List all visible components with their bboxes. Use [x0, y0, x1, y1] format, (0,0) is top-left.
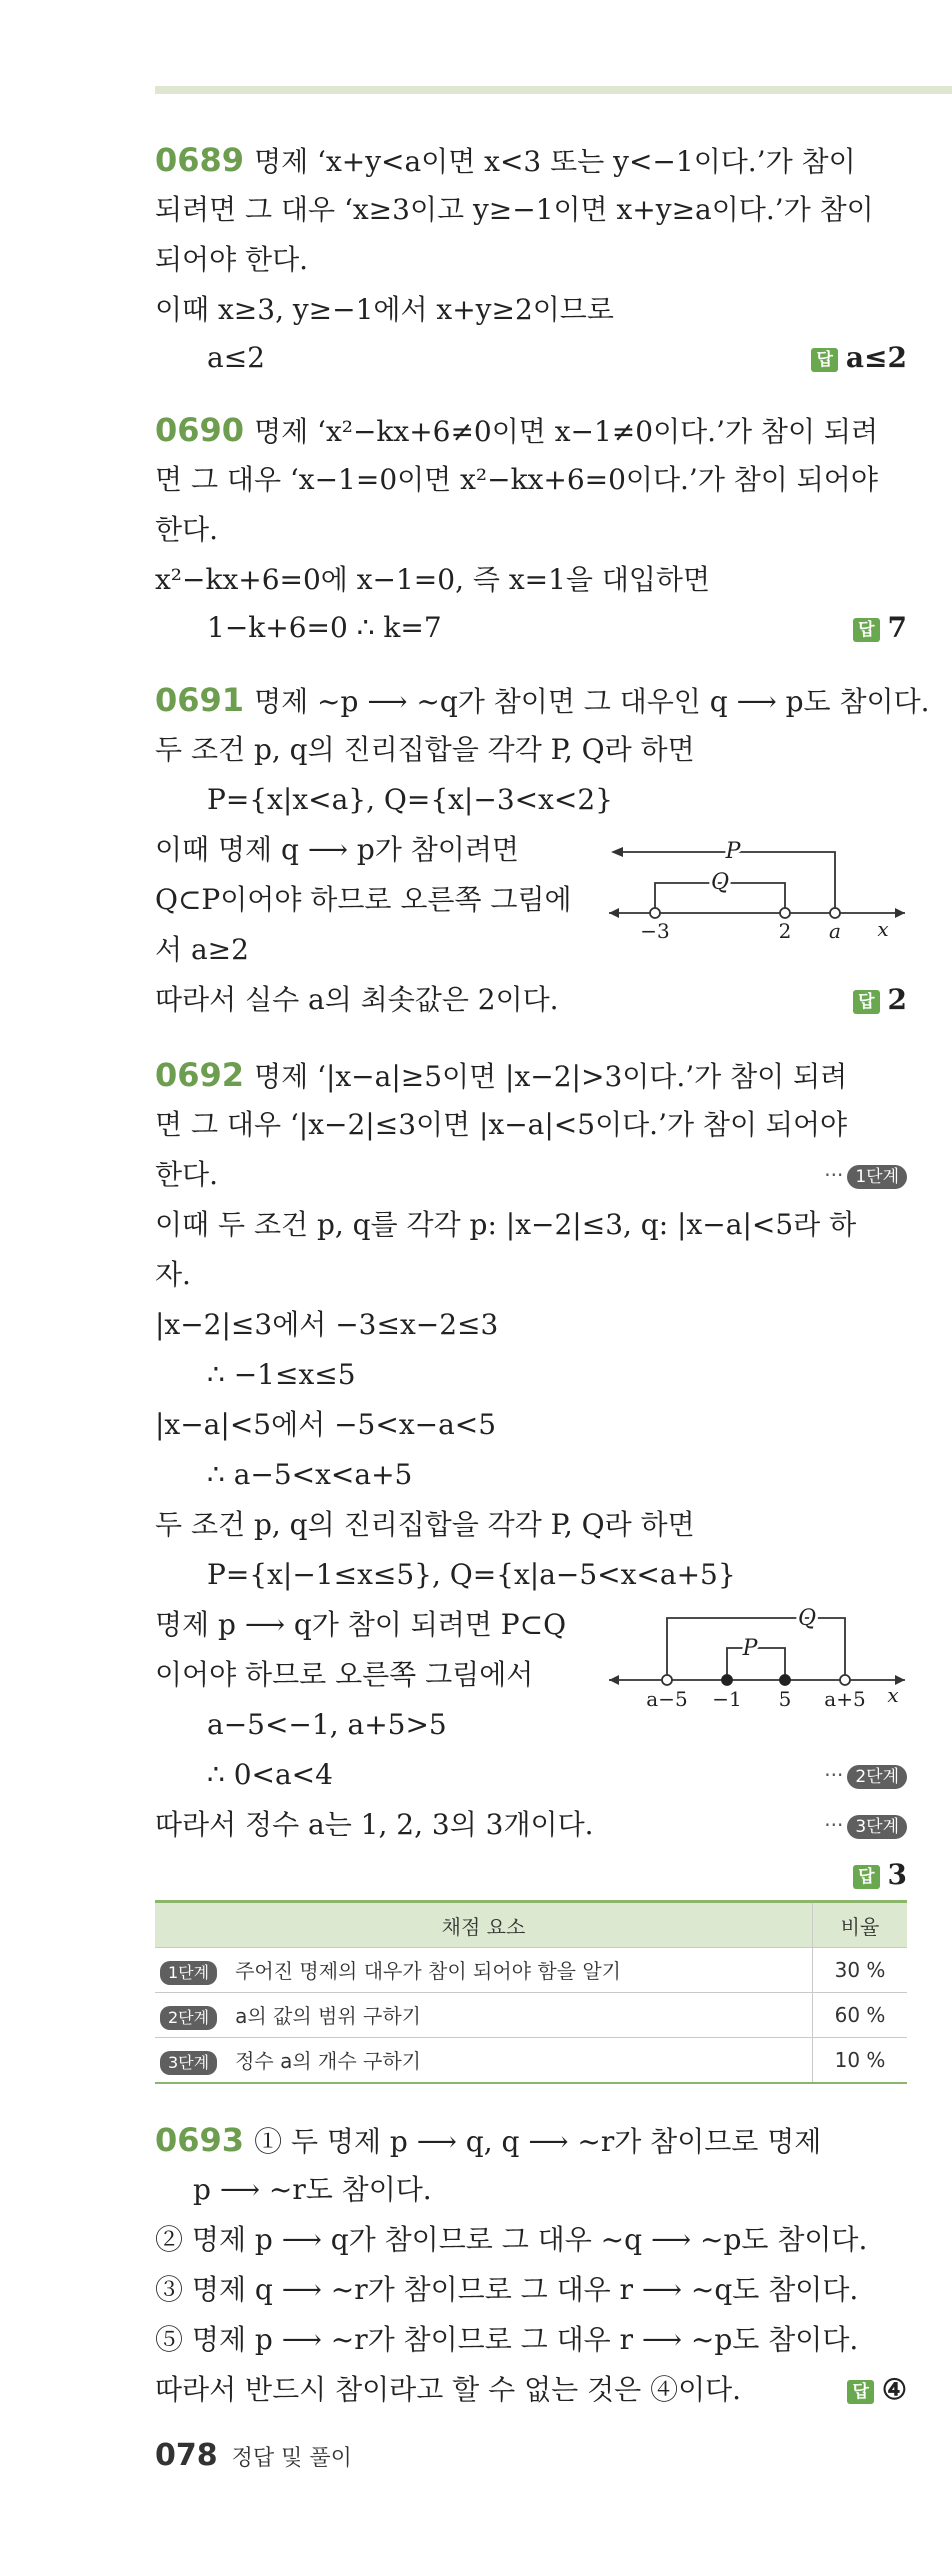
page-section-label: 정답 및 풀이 — [231, 2446, 352, 2471]
solution-line: ⑤ 명제 p ⟶ ~r가 참이므로 그 대우 r ⟶ ~p도 참이다. — [155, 2323, 859, 2356]
solution-line: ③ 명제 q ⟶ ~r가 참이므로 그 대우 r ⟶ ~q도 참이다. — [155, 2273, 859, 2306]
row-ratio: 10 % — [813, 2038, 908, 2084]
open-point — [840, 1675, 850, 1685]
solution-line: ∴ −1≤x≤5 — [207, 1358, 356, 1391]
problem-0691 — [155, 680, 930, 1030]
solution-line: Q⊂P이어야 하므로 오른쪽 그림에 — [155, 883, 572, 916]
step-badge: 2단계 — [847, 1765, 907, 1789]
solution-line: 따라서 정수 a는 1, 2, 3의 3개이다. — [155, 1808, 594, 1841]
page-footer — [155, 2438, 352, 2473]
table-header-row — [155, 1902, 907, 1948]
open-point — [830, 908, 840, 918]
answer-badge: 답 — [847, 2380, 873, 2404]
axis-arrow-left — [609, 1675, 619, 1685]
tick-label: 5 — [778, 1687, 792, 1711]
solution-line: |x−2|≤3에서 −3≤x−2≤3 — [155, 1308, 499, 1341]
step-marker: ··· 1단계 — [824, 1155, 907, 1195]
answer — [853, 608, 907, 648]
solution-line: 면 그 대우 ‘|x−2|≤3이면 |x−a|<5이다.’가 참이 되어야 — [155, 1108, 848, 1141]
tick-label: 2 — [778, 919, 792, 940]
solution-line: p ⟶ ~r도 참이다. — [193, 2173, 432, 2206]
answer-value: a≤2 — [845, 341, 907, 374]
axis-label: x — [877, 917, 889, 940]
tick-label: a — [829, 919, 841, 940]
solution-line: ① 두 명제 p ⟶ q, q ⟶ ~r가 참이므로 명제 — [254, 2125, 822, 2158]
solution-line: P={x|x<a}, Q={x|−3<x<2} — [207, 783, 613, 816]
open-point — [650, 908, 660, 918]
solution-line: 두 조건 p, q의 진리집합을 각각 P, Q라 하면 — [155, 733, 695, 766]
solution-line: ∴ a−5<x<a+5 — [207, 1458, 413, 1491]
table-row — [155, 1993, 907, 2038]
row-ratio: 60 % — [813, 1993, 908, 2038]
answer — [811, 338, 907, 378]
page-number: 078 — [155, 2438, 218, 2473]
closed-point — [780, 1675, 790, 1685]
open-point — [780, 908, 790, 918]
row-description: 정수 a의 개수 구하기 — [235, 2049, 421, 2073]
solution-line: 이때 명제 q ⟶ p가 참이려면 — [155, 833, 519, 866]
table-header: 비율 — [813, 1902, 908, 1948]
open-point — [662, 1675, 672, 1685]
label-P: P — [725, 839, 741, 864]
problem-0692 — [155, 1055, 907, 1891]
step-badge: 1단계 — [847, 1165, 907, 1189]
answer-value: 2 — [887, 983, 907, 1016]
step-marker: ··· 3단계 — [824, 1805, 907, 1845]
table-header: 채점 요소 — [155, 1902, 813, 1948]
answer — [847, 2370, 907, 2410]
answer-badge: 답 — [853, 990, 879, 1014]
closed-point — [722, 1675, 732, 1685]
answer-badge: 답 — [853, 1865, 879, 1889]
step-marker: ··· 2단계 — [824, 1755, 907, 1795]
answer-value: 7 — [887, 611, 907, 644]
top-rule — [155, 86, 952, 94]
solution-line: 한다. — [155, 1158, 218, 1191]
solution-line: P={x|−1≤x≤5}, Q={x|a−5<x<a+5} — [207, 1558, 736, 1591]
solution-line: 면 그 대우 ‘x−1=0이면 x²−kx+6=0이다.’가 참이 되어야 — [155, 463, 878, 496]
solution-line: 이어야 하므로 오른쪽 그림에서 — [155, 1658, 534, 1691]
solution-line: 명제 ‘x+y<a이면 x<3 또는 y<−1이다.’가 참이 — [254, 145, 856, 178]
solution-line: 따라서 반드시 참이라고 할 수 없는 것은 ④이다. — [155, 2373, 742, 2406]
row-description: 주어진 명제의 대우가 참이 되어야 함을 알기 — [235, 1959, 621, 1983]
solution-line: 1−k+6=0 ∴ k=7 — [207, 611, 442, 644]
solution-line: 이때 두 조건 p, q를 각각 p: |x−2|≤3, q: |x−a|<5라 하 — [155, 1208, 857, 1241]
solution-line: ② 명제 p ⟶ q가 참이므로 그 대우 ~q ⟶ ~p도 참이다. — [155, 2223, 868, 2256]
label-Q: Q — [710, 870, 730, 895]
solution-line: 명제 ‘|x−a|≥5이면 |x−2|>3이다.’가 참이 되려 — [254, 1060, 848, 1093]
solution-line: 따라서 실수 a의 최솟값은 2이다. — [155, 983, 559, 1016]
step-badge: 3단계 — [847, 1815, 907, 1839]
solution-line: ∴ 0<a<4 — [207, 1758, 333, 1791]
problem-number: 0692 — [155, 1056, 245, 1094]
solution-line: 명제 ‘x²−kx+6≠0이면 x−1≠0이다.’가 참이 되려 — [254, 415, 879, 448]
solution-line: 이때 x≥3, y≥−1에서 x+y≥2이므로 — [155, 293, 614, 326]
solution-line: 되어야 한다. — [155, 243, 309, 276]
row-ratio: 30 % — [813, 1948, 908, 1993]
answer-badge: 답 — [853, 618, 879, 642]
step-chip: 3단계 — [160, 2051, 217, 2075]
solution-line: 한다. — [155, 513, 218, 546]
solution-line: 되려면 그 대우 ‘x≥3이고 y≥−1이면 x+y≥a이다.’가 참이 — [155, 193, 874, 226]
solution-line: |x−a|<5에서 −5<x−a<5 — [155, 1408, 497, 1441]
solution-line: 두 조건 p, q의 진리집합을 각각 P, Q라 하면 — [155, 1508, 695, 1541]
problem-number: 0690 — [155, 411, 245, 449]
tick-label: a−5 — [646, 1687, 688, 1711]
problem-number: 0691 — [155, 681, 245, 719]
tick-label: a+5 — [824, 1687, 866, 1711]
label-Q: Q — [797, 1606, 817, 1631]
problem-number: 0693 — [155, 2121, 245, 2159]
answer — [853, 1855, 907, 1895]
solution-line: 자. — [155, 1258, 191, 1291]
number-line-diagram — [607, 1600, 907, 1715]
solution-line: 서 a≥2 — [155, 933, 249, 966]
row-description: a의 값의 범위 구하기 — [235, 2004, 421, 2028]
answer-value: 3 — [887, 1858, 907, 1891]
tick-label: −3 — [640, 919, 670, 940]
step-chip: 1단계 — [160, 1961, 217, 1985]
answer-badge: 답 — [811, 348, 837, 372]
step-chip: 2단계 — [160, 2006, 217, 2030]
solution-line: a−5<−1, a+5>5 — [207, 1708, 447, 1741]
axis-label: x — [887, 1683, 899, 1707]
solution-line: a≤2 — [207, 341, 265, 374]
tick-label: −1 — [712, 1687, 742, 1711]
solution-line: 명제 p ⟶ q가 참이 되려면 P⊂Q — [155, 1608, 567, 1641]
problem-number: 0689 — [155, 141, 245, 179]
number-line-diagram — [607, 830, 907, 940]
answer-value: ④ — [881, 2373, 907, 2406]
table-row — [155, 1948, 907, 1993]
label-P: P — [742, 1636, 758, 1661]
set-P-arrow — [611, 847, 623, 857]
scoring-table — [155, 1900, 907, 2084]
table-row — [155, 2038, 907, 2084]
problem-0690 — [155, 410, 907, 660]
solution-line: x²−kx+6=0에 x−1=0, 즉 x=1을 대입하면 — [155, 563, 711, 596]
problem-0689 — [155, 140, 907, 390]
axis-arrow-right — [895, 908, 905, 918]
solution-line: 명제 ~p ⟶ ~q가 참이면 그 대우인 q ⟶ p도 참이다. — [254, 685, 930, 718]
axis-arrow-left — [609, 908, 619, 918]
problem-0693 — [155, 2120, 907, 2420]
answer — [853, 980, 907, 1020]
